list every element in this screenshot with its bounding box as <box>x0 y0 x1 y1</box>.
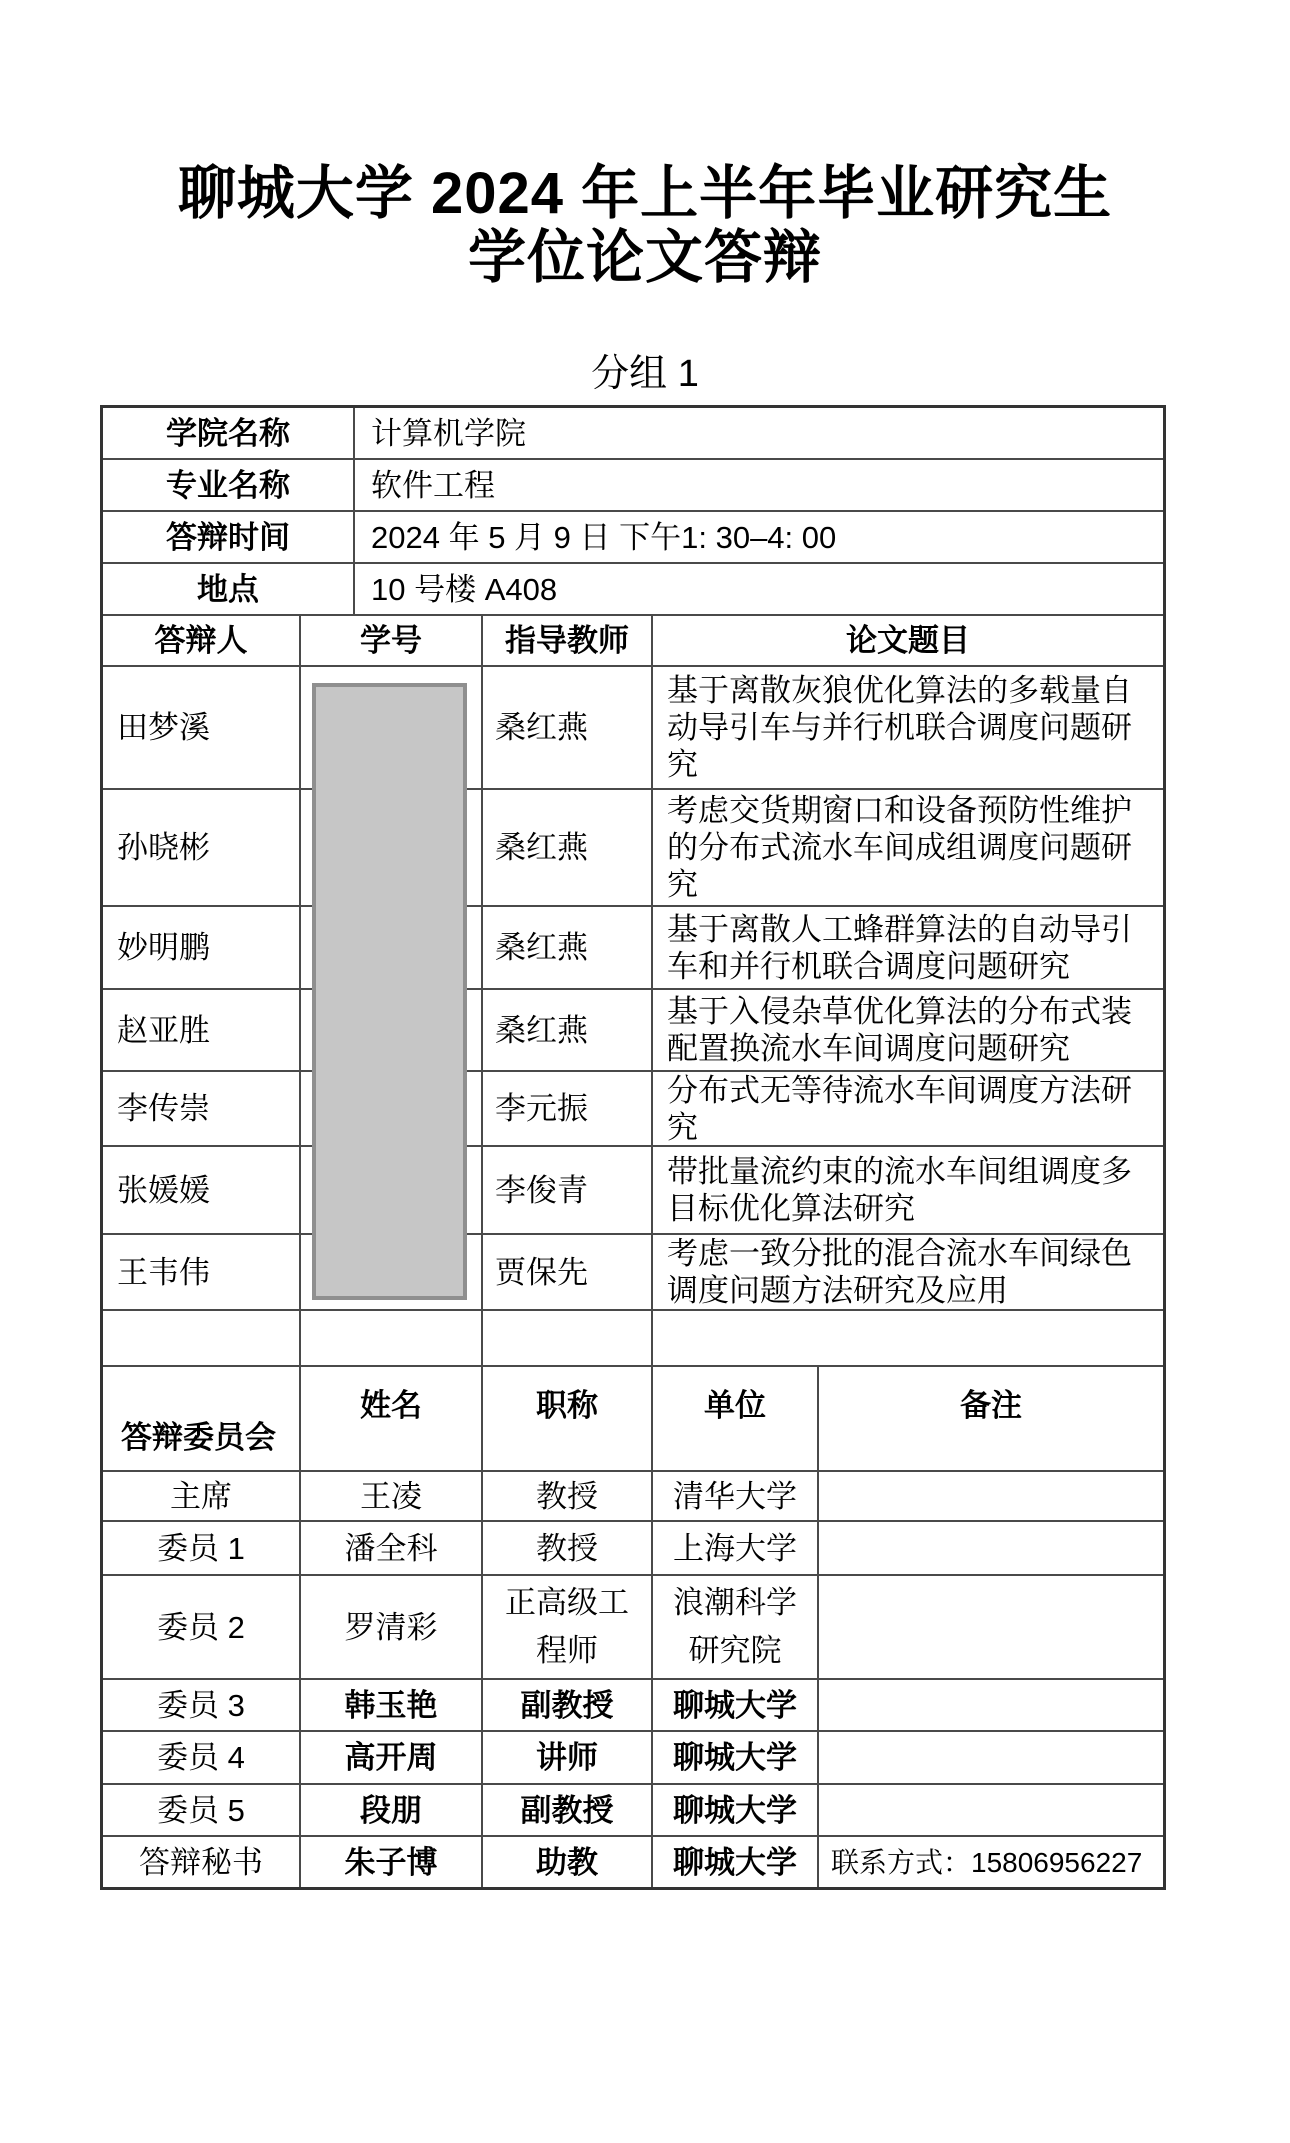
info-value-time: 2024 年 5 月 9 日 下午1: 30–4: 00 <box>355 512 1163 564</box>
defender-advisor: 桑红燕 <box>483 790 653 907</box>
defender-thesis: 基于离散灰狼优化算法的多载量自动导引车与并行机联合调度问题研究 <box>653 667 1163 790</box>
committee-title: 副教授 <box>483 1680 653 1732</box>
defense-table <box>100 405 1166 1890</box>
empty-row-cell <box>653 1311 1163 1367</box>
defender-name: 妙明鹏 <box>103 907 301 990</box>
committee-role: 答辩秘书 <box>103 1837 301 1887</box>
committee-title: 助教 <box>483 1837 653 1887</box>
document-title-line2: 学位论文答辩 <box>467 225 822 290</box>
committee-name: 段朋 <box>301 1785 483 1837</box>
empty-row-cell <box>483 1311 653 1367</box>
col-header-person: 答辩人 <box>103 616 301 667</box>
defender-advisor: 桑红燕 <box>483 907 653 990</box>
committee-role: 委员 1 <box>103 1522 301 1576</box>
committee-title: 教授 <box>483 1472 653 1522</box>
info-value-major: 软件工程 <box>355 460 1163 512</box>
committee-org: 聊城大学 <box>653 1837 819 1887</box>
committee-note <box>819 1732 1163 1785</box>
student-id-redaction-box <box>312 683 467 1300</box>
info-label-location: 地点 <box>103 564 355 616</box>
defenders-section <box>103 616 1163 1367</box>
info-label-college: 学院名称 <box>103 408 355 460</box>
committee-section <box>103 1367 1163 1887</box>
committee-role: 委员 2 <box>103 1576 301 1680</box>
document-title <box>0 162 1290 290</box>
defender-thesis: 考虑交货期窗口和设备预防性维护的分布式流水车间成组调度问题研究 <box>653 790 1163 907</box>
committee-note <box>819 1680 1163 1732</box>
committee-role: 委员 3 <box>103 1680 301 1732</box>
info-section <box>103 408 1163 616</box>
defender-thesis: 基于离散人工蜂群算法的自动导引车和并行机联合调度问题研究 <box>653 907 1163 990</box>
committee-title: 讲师 <box>483 1732 653 1785</box>
group-label: 分组 1 <box>591 353 699 395</box>
defender-name: 孙晓彬 <box>103 790 301 907</box>
defender-name: 赵亚胜 <box>103 990 301 1072</box>
defender-thesis: 分布式无等待流水车间调度方法研究 <box>653 1072 1163 1147</box>
committee-note: 联系方式：15806956227 <box>831 1846 1143 1878</box>
committee-title: 正高级工程师 <box>483 1576 653 1680</box>
defender-advisor: 李俊青 <box>483 1147 653 1235</box>
committee-name: 罗清彩 <box>301 1576 483 1680</box>
committee-org: 上海大学 <box>653 1522 819 1576</box>
col-header-thesis: 论文题目 <box>653 616 1163 667</box>
defender-name: 李传崇 <box>103 1072 301 1147</box>
committee-org: 清华大学 <box>653 1472 819 1522</box>
defender-name: 王韦伟 <box>103 1235 301 1311</box>
committee-header-title: 职称 <box>483 1367 653 1472</box>
col-header-advisor: 指导教师 <box>483 616 653 667</box>
committee-header-note: 备注 <box>819 1367 1163 1472</box>
committee-note <box>819 1785 1163 1837</box>
empty-row-cell <box>103 1311 301 1367</box>
committee-name: 潘全科 <box>301 1522 483 1576</box>
defender-advisor: 桑红燕 <box>483 667 653 790</box>
committee-note <box>819 1472 1163 1522</box>
committee-role: 委员 5 <box>103 1785 301 1837</box>
committee-title: 副教授 <box>483 1785 653 1837</box>
committee-note <box>819 1522 1163 1576</box>
defender-name: 张媛媛 <box>103 1147 301 1235</box>
document-title-line1: 聊城大学 2024 年上半年毕业研究生 <box>177 161 1113 226</box>
committee-name: 朱子博 <box>301 1837 483 1887</box>
committee-org: 聊城大学 <box>653 1785 819 1837</box>
committee-org: 聊城大学 <box>653 1680 819 1732</box>
committee-role: 主席 <box>103 1472 301 1522</box>
defender-thesis: 带批量流约束的流水车间组调度多目标优化算法研究 <box>653 1147 1163 1235</box>
committee-org: 浪潮科学研究院 <box>653 1576 819 1680</box>
committee-org: 聊城大学 <box>653 1732 819 1785</box>
committee-name: 王凌 <box>301 1472 483 1522</box>
col-header-student-id: 学号 <box>301 616 483 667</box>
defender-advisor: 贾保先 <box>483 1235 653 1311</box>
defender-thesis: 基于入侵杂草优化算法的分布式装配置换流水车间调度问题研究 <box>653 990 1163 1072</box>
defender-thesis: 考虑一致分批的混合流水车间绿色调度问题方法研究及应用 <box>653 1235 1163 1311</box>
committee-section-label: 答辩委员会 <box>103 1367 301 1472</box>
info-label-time: 答辩时间 <box>103 512 355 564</box>
defender-advisor: 桑红燕 <box>483 990 653 1072</box>
committee-title: 教授 <box>483 1522 653 1576</box>
committee-name: 高开周 <box>301 1732 483 1785</box>
committee-role: 委员 4 <box>103 1732 301 1785</box>
defender-name: 田梦溪 <box>103 667 301 790</box>
committee-header-org: 单位 <box>653 1367 819 1472</box>
committee-note <box>819 1576 1163 1680</box>
empty-row-cell <box>301 1311 483 1367</box>
committee-name: 韩玉艳 <box>301 1680 483 1732</box>
info-label-major: 专业名称 <box>103 460 355 512</box>
defender-advisor: 李元振 <box>483 1072 653 1147</box>
info-value-college: 计算机学院 <box>355 408 1163 460</box>
info-value-location: 10 号楼 A408 <box>355 564 1163 616</box>
committee-header-name: 姓名 <box>301 1367 483 1472</box>
